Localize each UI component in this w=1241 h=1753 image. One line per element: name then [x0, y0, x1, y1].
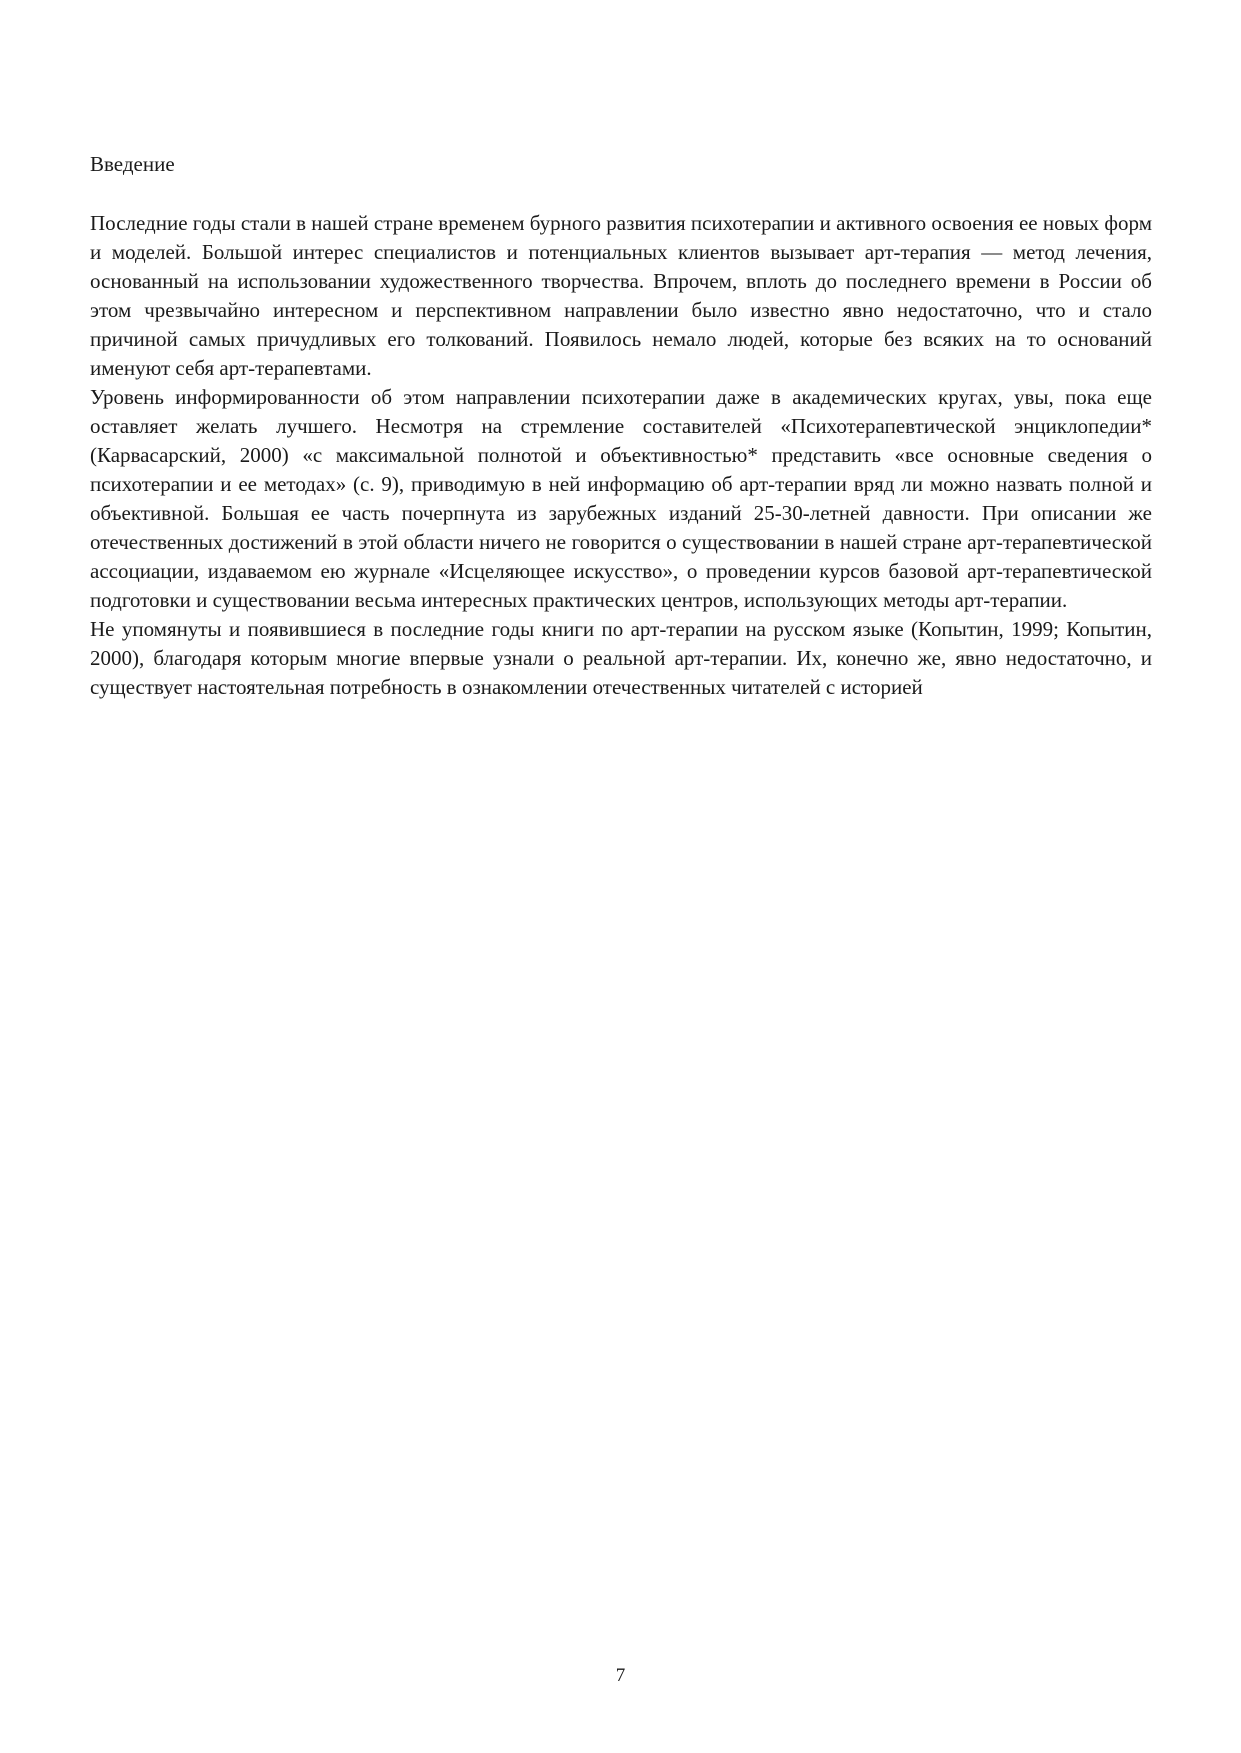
section-heading: Введение — [90, 152, 175, 176]
paragraph-1: Последние годы стали в нашей стране временем бурного развития психотерапии и активного освоения ее новых форм и моделей. Большой интерес специалистов и потенциальных клиентов вызывает арт-терапия — метод лечения, основанный на использовании художественного творчества. Впрочем, вплоть до последнего времени в России об этом чрезвычайно интересном и перспективном направлении было известно явно недостаточно, что и стало причиной самых причудливых его толкований. Появилось немало людей, которые без всяких на то оснований именуют себя арт-терапевтами. — [90, 211, 1152, 380]
page-number: 7 — [615, 1665, 626, 1686]
body-text — [90, 209, 1152, 702]
paragraph-2: Уровень информированности об этом направлении психотерапии даже в академических кругах, увы, пока еще оставляет желать лучшего. Несмотря на стремление составителей «Психотерапевтической энциклопедии* (Карвасарский, 2000) «с максимальной полнотой и объективностью* представить «все основные сведения о психотерапии и ее методах» (с. 9), приводимую в ней информацию об арт-терапии вряд ли можно назвать полной и объективной. Большая ее часть почерпнута из зарубежных изданий 25-30-летней давности. При описании же отечественных достижений в этой области ничего не говорится о существовании в нашей стране арт-терапевтической ассоциации, издаваемом ею журнале «Исцеляющее искусство», о проведении курсов базовой арт-терапевтической подготовки и существовании весьма интересных практических центров, использующих методы арт-терапии. — [90, 385, 1152, 612]
paragraph-3: Не упомянуты и появившиеся в последние годы книги по арт-терапии на русском языке (Копытин, 1999; Копытин, 2000), благодаря которым многие впервые узнали о реальной арт-терапии. Их, конечно же, явно недостаточно, и существует настоятельная потребность в ознакомлении отечественных читателей с историей — [90, 617, 1152, 699]
